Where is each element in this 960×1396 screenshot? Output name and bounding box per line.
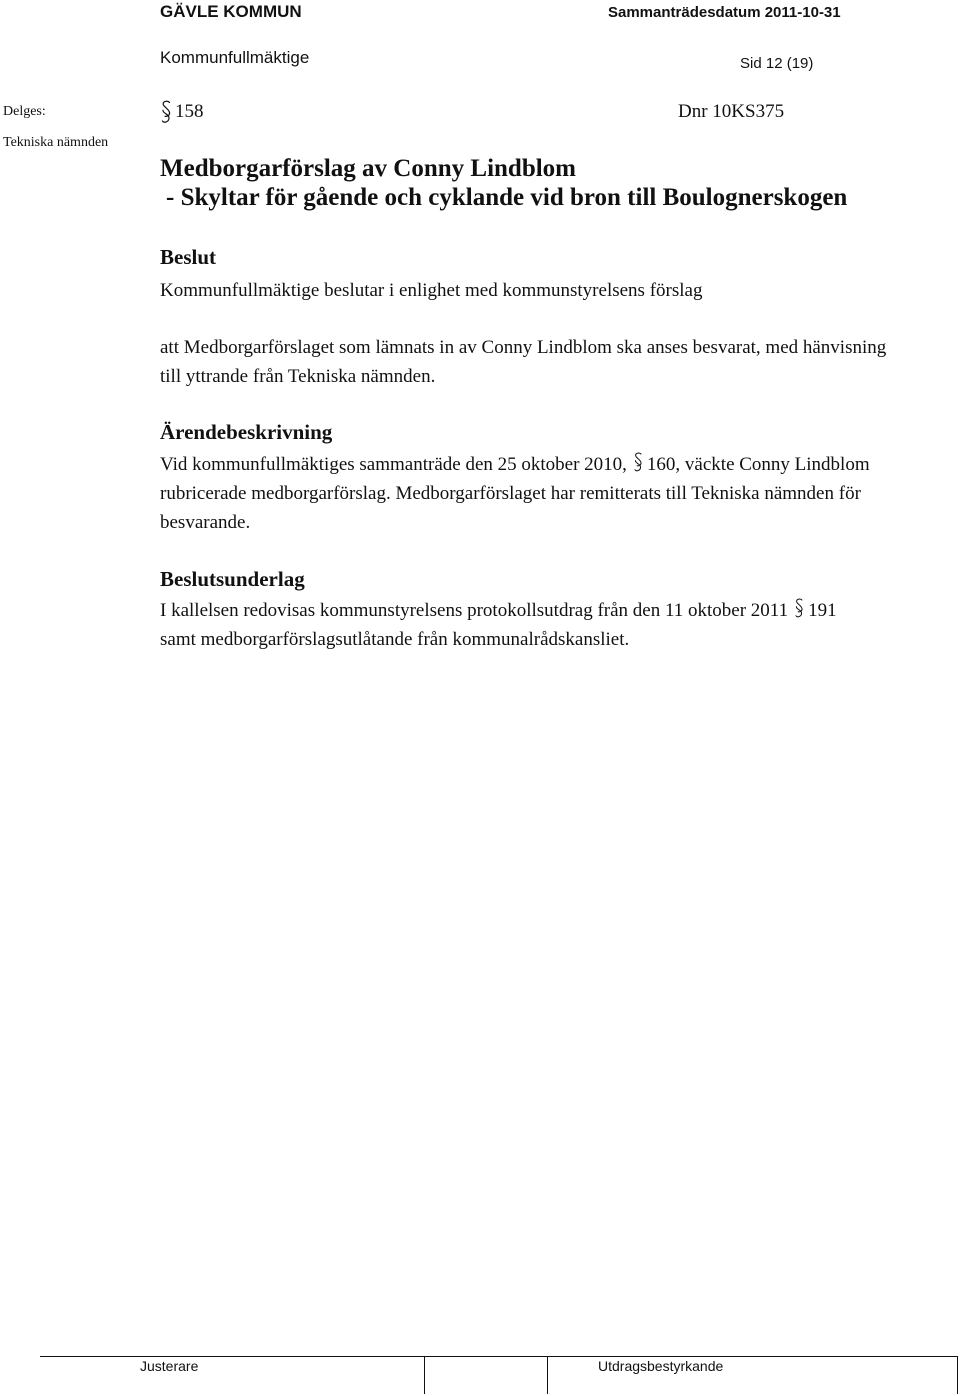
beslut-text-line: att Medborgarförslaget som lämnats in av Conny Lindblom ska anses besvarat, med hänvisning — [160, 337, 887, 358]
paragraph-icon — [793, 598, 805, 620]
beslutsunderlag-heading: Beslutsunderlag — [160, 567, 305, 591]
page-reference: Sid 12 (19) — [740, 55, 814, 72]
arendebeskrivning-heading: Ärendebeskrivning — [160, 420, 333, 444]
arendebeskrivning-text-line: besvarande. — [160, 512, 251, 533]
case-title-line-1: Medborgarförslag av Conny Lindblom — [160, 155, 577, 182]
footer-rule — [40, 1356, 958, 1357]
arendebeskrivning-text-line: rubricerade medborgarförslag. Medborgarförslaget har remitterats till Tekniska nämnden för — [160, 483, 861, 504]
paragraph-icon — [160, 100, 172, 126]
beslut-intro: Kommunfullmäktige beslutar i enlighet med kommunstyrelsens förslag — [160, 280, 703, 301]
underlag-text-part: 191 — [808, 600, 837, 621]
paragraph-icon — [632, 452, 644, 474]
utdragsbestyrkande-label: Utdragsbestyrkande — [598, 1358, 724, 1374]
case-title-line-2: - Skyltar för gående och cyklande vid bron till Boulognerskogen — [166, 184, 848, 211]
arende-text-part: Vid kommunfullmäktiges sammanträde den 25 oktober 2010, — [160, 454, 627, 475]
meeting-date: Sammanträdesdatum 2011-10-31 — [608, 4, 841, 21]
distribution-recipient: Tekniska nämnden — [3, 135, 109, 150]
case-number: 158 — [175, 101, 204, 122]
footer-divider — [957, 1356, 958, 1394]
body-name: Kommunfullmäktige — [160, 48, 310, 67]
underlag-text-part: I kallelsen redovisas kommunstyrelsens protokollsutdrag från den 11 oktober 2011 — [160, 600, 789, 621]
arende-text-part: 160, väckte Conny Lindblom — [646, 454, 870, 475]
municipality-name: GÄVLE KOMMUN — [160, 2, 302, 21]
footer-divider — [547, 1356, 548, 1394]
distribution-label: Delges: — [3, 104, 46, 119]
arendebeskrivning-text-line — [160, 450, 870, 479]
beslutsunderlag-text-line: samt medborgarförslagsutlåtande från kommunalrådskansliet. — [160, 629, 630, 650]
diary-number: Dnr 10KS375 — [678, 101, 785, 122]
beslut-heading: Beslut — [160, 245, 217, 269]
footer-divider — [424, 1356, 425, 1394]
beslut-text-line: till yttrande från Tekniska nämnden. — [160, 366, 436, 387]
justerare-label: Justerare — [140, 1358, 199, 1374]
beslutsunderlag-text-line — [160, 596, 837, 625]
